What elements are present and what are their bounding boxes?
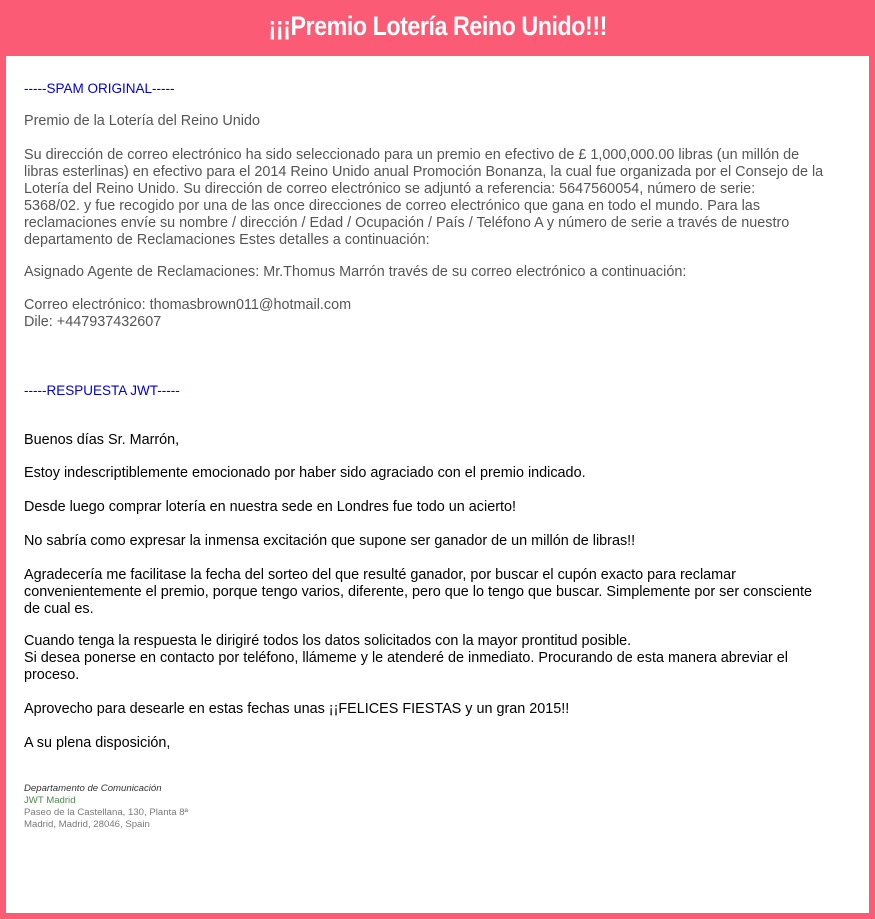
reply-line: de cual es. [24,601,94,617]
reply-paragraph [24,567,839,618]
spam-email: Correo electrónico: thomasbrown011@hotmail.com [24,297,352,313]
spam-body-line: libras esterlinas) en efectivo para el 2014 Reino Unido anual Promoción Bonanza, la cual fue organizada por el Consejo de la [24,164,824,180]
spam-body [24,147,839,249]
message-panel [6,56,869,913]
reply-line: proceso. [24,667,80,683]
spam-body-line: departamento de Reclamaciones Estes detalles a continuación: [24,232,430,248]
reply-line: Agradecería me facilitase la fecha del sorteo del que resulté ganador, por buscar el cupón exacto para reclamar [24,567,736,583]
spam-subject: Premio de la Lotería del Reino Unido [24,113,260,129]
spam-separator: -----SPAM ORIGINAL----- [24,81,175,96]
reply-paragraph: No sabría como expresar la inmensa excitación que supone ser ganador de un millón de libras!! [24,533,636,549]
reply-line: Si desea ponerse en contacto por teléfono, llámeme y le atenderé de inmediato. Procurando de esta manera abreviar el [24,650,788,666]
spam-body-line: Lotería del Reino Unido. Su dirección de correo electrónico se adjuntó a referencia: 5647560054, número de serie: [24,181,756,197]
signature-address: Paseo de la Castellana, 130, Planta 8ª [24,807,189,818]
page-title: ¡¡¡Premio Lotería Reino Unido!!! [268,10,607,41]
reply-paragraph: Desde luego comprar lotería en nuestra sede en Londres fue todo un acierto! [24,499,516,515]
header-banner [0,0,875,52]
signature-block [24,783,839,831]
reply-closing: A su plena disposición, [24,735,171,751]
spam-phone: Dile: +447937432607 [24,314,162,330]
spam-body-line: 5368/02. y fue recogido por una de las once direcciones de correo electrónico que gana en todo el mundo. Para las [24,198,761,214]
reply-paragraph: Estoy indescriptiblemente emocionado por haber sido agraciado con el premio indicado. [24,465,586,481]
signature-city: Madrid, Madrid, 28046, Spain [24,819,150,830]
reply-line: convenientemente el premio, porque tengo varios, diferente, pero que lo tengo que buscar. Simplemente por ser consciente [24,584,812,600]
spam-body-line: Su dirección de correo electrónico ha sido seleccionado para un premio en efectivo de £ 1,000,000.00 libras (un millón de [24,147,800,163]
reply-separator: -----RESPUESTA JWT----- [24,383,180,398]
signature-department: Departamento de Comunicación [24,783,162,794]
spam-contact [24,297,839,331]
reply-paragraph [24,633,839,684]
spam-agent: Asignado Agente de Reclamaciones: Mr.Thomus Marrón través de su correo electrónico a continuación: [24,264,687,280]
reply-paragraph: Aprovecho para desearle en estas fechas unas ¡¡FELICES FIESTAS y un gran 2015!! [24,701,570,717]
reply-greeting: Buenos días Sr. Marrón, [24,432,180,448]
signature-organization: JWT Madrid [24,795,76,806]
reply-line: Cuando tenga la respuesta le dirigiré todos los datos solicitados con la mayor prontitud posible. [24,633,632,649]
spam-body-line: reclamaciones envíe su nombre / dirección / Edad / Ocupación / País / Teléfono A y número de serie a través de nuestro [24,215,790,231]
